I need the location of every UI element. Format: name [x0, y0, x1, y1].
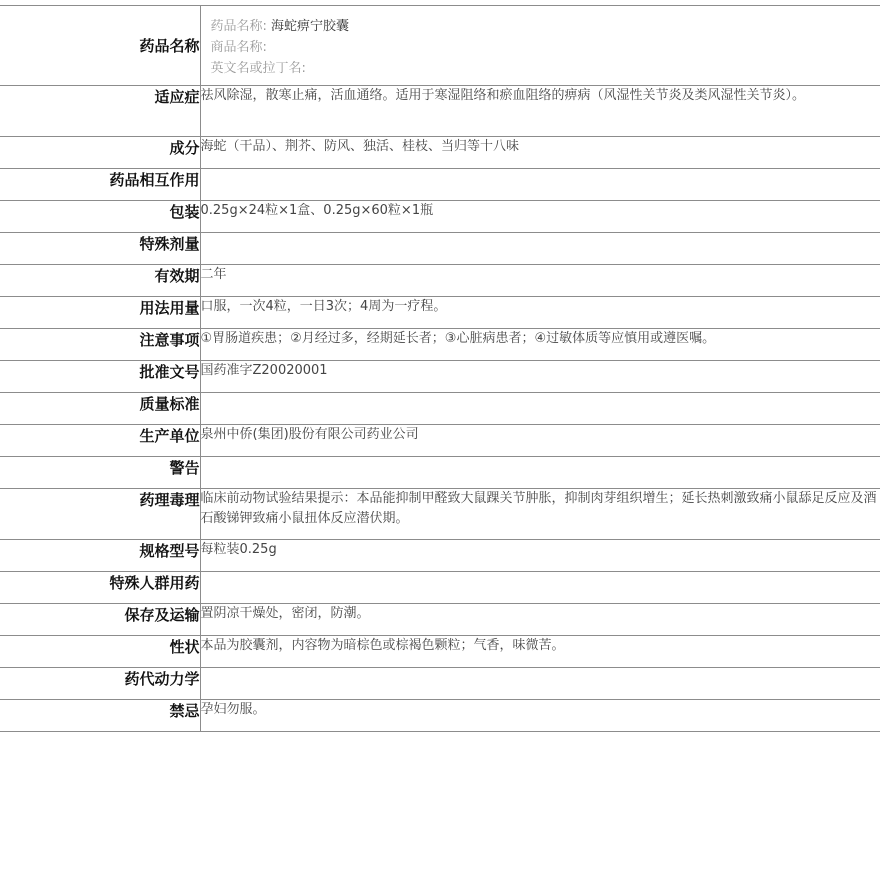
row-shelf-life: [0, 265, 880, 297]
row-approval-number: [0, 361, 880, 393]
row-value: 临床前动物试验结果提示：本品能抑制甲醛致大鼠踝关节肿胀，抑制肉芽组织增生；延长热刺激致痛小鼠舔足反应及酒石酸锑钾致痛小鼠扭体反应潜伏期。: [200, 489, 880, 540]
row-value: [200, 169, 880, 201]
row-special-dosage: [0, 233, 880, 265]
row-value: 祛风除湿，散寒止痛，活血通络。适用于寒湿阻络和瘀血阻络的痹病（风湿性关节炎及类风湿性关节炎）。: [200, 86, 880, 137]
row-ingredients: [0, 137, 880, 169]
row-pharmacology-toxicology: [0, 489, 880, 540]
trade-name-key: 商品名称:: [210, 40, 267, 55]
row-label: 用法用量: [0, 297, 200, 329]
row-value: [200, 457, 880, 489]
row-value: 孕妇勿服。: [200, 700, 880, 732]
row-value: 二年: [200, 265, 880, 297]
row-label: 批准文号: [0, 361, 200, 393]
row-label: 保存及运输: [0, 604, 200, 636]
row-contraindications: [0, 700, 880, 732]
row-value: 本品为胶囊剂，内容物为暗棕色或棕褐色颗粒；气香，味微苦。: [200, 636, 880, 668]
row-indications: [0, 86, 880, 137]
generic-name-line: [211, 16, 880, 37]
row-description: [0, 636, 880, 668]
row-warning: [0, 457, 880, 489]
row-label: 警告: [0, 457, 200, 489]
row-label: 注意事项: [0, 329, 200, 361]
row-label: 生产单位: [0, 425, 200, 457]
row-value: 海蛇（干品）、荆芥、防风、独活、桂枝、当归等十八味: [200, 137, 880, 169]
generic-name-value: 海蛇痹宁胶囊: [271, 19, 350, 34]
row-quality-standard: [0, 393, 880, 425]
row-drug-name: [0, 6, 880, 86]
row-label: 性状: [0, 636, 200, 668]
row-label: 成分: [0, 137, 200, 169]
trade-name-line: [211, 37, 880, 58]
row-storage-transport: [0, 604, 880, 636]
english-name-key: 英文名或拉丁名:: [210, 61, 306, 76]
row-label: 药理毒理: [0, 489, 200, 540]
row-precautions: [0, 329, 880, 361]
row-label: 适应症: [0, 86, 200, 137]
row-interactions: [0, 169, 880, 201]
row-pharmacokinetics: [0, 668, 880, 700]
row-value: ①胃肠道疾患；②月经过多，经期延长者；③心脏病患者；④过敏体质等应慎用或遵医嘱。: [200, 329, 880, 361]
row-value: 国药准字Z20020001: [200, 361, 880, 393]
english-name-line: [211, 58, 880, 79]
row-label: 质量标准: [0, 393, 200, 425]
row-label: 特殊剂量: [0, 233, 200, 265]
row-label: 药品相互作用: [0, 169, 200, 201]
row-value: 置阴凉干燥处，密闭，防潮。: [200, 604, 880, 636]
row-manufacturer: [0, 425, 880, 457]
row-label: 规格型号: [0, 540, 200, 572]
row-value: 口服，一次4粒，一日3次；4周为一疗程。: [200, 297, 880, 329]
row-value: [200, 233, 880, 265]
row-value: [200, 393, 880, 425]
row-value: 0.25g×24粒×1盒、0.25g×60粒×1瓶: [200, 201, 880, 233]
row-label: 有效期: [0, 265, 200, 297]
drug-info-table: [0, 5, 880, 732]
row-packaging: [0, 201, 880, 233]
row-label: 包装: [0, 201, 200, 233]
generic-name-key: 药品名称:: [210, 19, 267, 34]
row-label: 特殊人群用药: [0, 572, 200, 604]
row-value: [200, 668, 880, 700]
row-label: 药品名称: [0, 6, 200, 86]
row-label: 禁忌: [0, 700, 200, 732]
row-value: 泉州中侨(集团)股份有限公司药业公司: [200, 425, 880, 457]
row-special-populations: [0, 572, 880, 604]
row-value: 每粒装0.25g: [200, 540, 880, 572]
row-usage-dosage: [0, 297, 880, 329]
row-value: [200, 6, 880, 86]
row-value: [200, 572, 880, 604]
row-specification: [0, 540, 880, 572]
row-label: 药代动力学: [0, 668, 200, 700]
